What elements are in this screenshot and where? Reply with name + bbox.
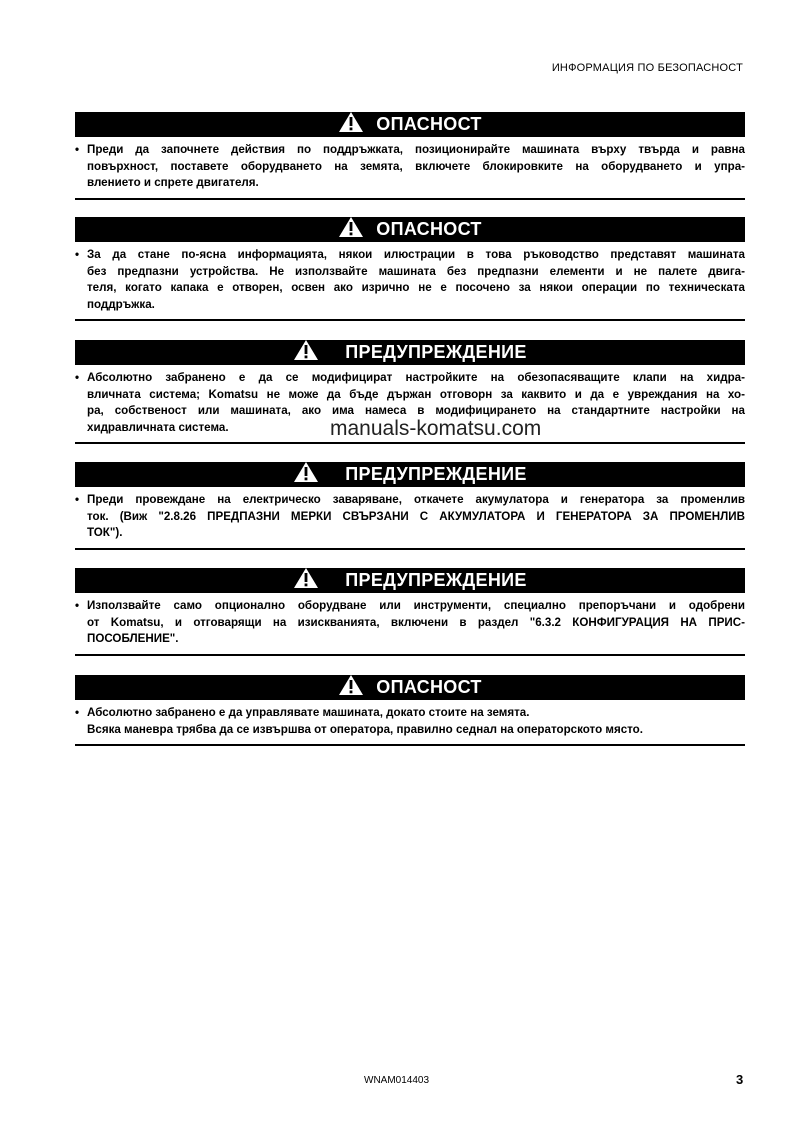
notice-body <box>75 487 745 542</box>
warning-triangle-icon <box>293 461 345 488</box>
notice-text-line: хидравличната система. <box>87 420 229 434</box>
divider <box>75 319 745 321</box>
safety-notice-warning <box>75 462 745 550</box>
notice-body <box>75 593 745 648</box>
notice-text-line: без предпазни устройства. Не използвайте машината без предпазни елементи и не палете двига- <box>87 264 745 278</box>
notice-header <box>75 462 745 487</box>
notice-text-line: вличната система; Komatsu не може да бъде държан отговорн за каквито и да е увреждания на хо- <box>87 387 745 401</box>
notice-text-line: ТОК"). <box>87 526 123 539</box>
divider <box>75 548 745 550</box>
notice-level: ОПАСНОСТ <box>376 114 482 134</box>
warning-triangle-icon <box>338 674 376 701</box>
notice-text-line: Всяка маневра трябва да се извършва от оператора, правилно седнал на операторското място. <box>87 722 643 736</box>
watermark: manuals-komatsu.com <box>330 417 542 440</box>
notice-level: ОПАСНОСТ <box>376 219 482 239</box>
notice-body <box>75 700 745 738</box>
warning-triangle-icon <box>338 111 376 138</box>
notice-text-line: ПОСОБЛЕНИЕ". <box>87 632 179 645</box>
notice-body <box>75 137 745 192</box>
notice-text-line: Абсолютно забранено е да се модифицират настройките на обезопасяващите клапи на хидра- <box>87 371 745 384</box>
notice-text-line: ток. (Виж "2.8.26 ПРЕДПАЗНИ МЕРКИ СВЪРЗАНИ С АКУМУЛАТОРА И ГЕНЕРАТОРА ЗА ПРОМЕНЛИВ <box>87 509 745 523</box>
warning-triangle-icon <box>293 339 345 366</box>
notice-text-line: Преди да започнете действия по поддръжката, позиционирайте машината върху твърда и равна <box>87 143 745 156</box>
notice-level: ПРЕДУПРЕЖДЕНИЕ <box>345 464 527 484</box>
notice-text-line: повърхност, поставете оборудването на земята, включете блокировките на оборудването и упра- <box>87 159 745 173</box>
page-number: 3 <box>736 1072 744 1087</box>
document-code: WNAM014403 <box>364 1075 430 1086</box>
divider <box>75 654 745 656</box>
notice-text-line: Използвайте само опционално оборудване или инструменти, специално препоръчани и одобрени <box>87 599 745 612</box>
safety-notice-danger <box>75 675 745 746</box>
safety-notice-danger <box>75 217 745 321</box>
notice-text-line: теля, когато капака е отворен, освен ако изрично не е посочено за някои операции по техническата <box>87 281 745 294</box>
section-header: ИНФОРМАЦИЯ ПО БЕЗОПАСНОСТ <box>551 62 743 74</box>
warning-triangle-icon <box>293 567 345 594</box>
notice-body <box>75 242 745 313</box>
divider <box>75 744 745 746</box>
bullet-icon: • <box>75 371 80 384</box>
warning-triangle-icon <box>338 216 376 243</box>
bullet-icon: • <box>75 599 80 612</box>
bullet-icon: • <box>75 143 80 156</box>
divider <box>75 442 745 444</box>
notice-text-line: Абсолютно забранено е да управлявате машината, докато стоите на земята. <box>87 706 530 719</box>
bullet-icon: • <box>75 493 80 506</box>
safety-notice-warning <box>75 568 745 656</box>
safety-notice-danger <box>75 112 745 200</box>
notice-level: ПРЕДУПРЕЖДЕНИЕ <box>345 342 527 362</box>
notice-text-line: За да стане по-ясна информацията, някои илюстрации в това ръководство представят машината <box>87 248 745 261</box>
notice-text-line: от Komatsu, и отговарящи на изискванията, включени в раздел "6.3.2 КОНФИГУРАЦИЯ НА ПРИС- <box>87 615 745 629</box>
notice-header <box>75 675 745 700</box>
notice-text-line: ра, собственост или машината, ако има намеса в модифицирането на стандартните настройки на <box>87 404 745 417</box>
notice-header <box>75 340 745 365</box>
bullet-icon: • <box>75 706 80 719</box>
notice-header <box>75 217 745 242</box>
notice-text-line: влението и спрете двигателя. <box>87 176 259 189</box>
notice-header <box>75 112 745 137</box>
notice-text-line: поддръжка. <box>87 297 155 311</box>
notice-header <box>75 568 745 593</box>
notice-level: ПРЕДУПРЕЖДЕНИЕ <box>345 570 527 590</box>
notice-level: ОПАСНОСТ <box>376 677 482 697</box>
bullet-icon: • <box>75 248 80 261</box>
divider <box>75 198 745 200</box>
notice-text-line: Преди провеждане на електрическо заваряване, откачете акумулатора и генератора за променлив <box>87 493 745 506</box>
